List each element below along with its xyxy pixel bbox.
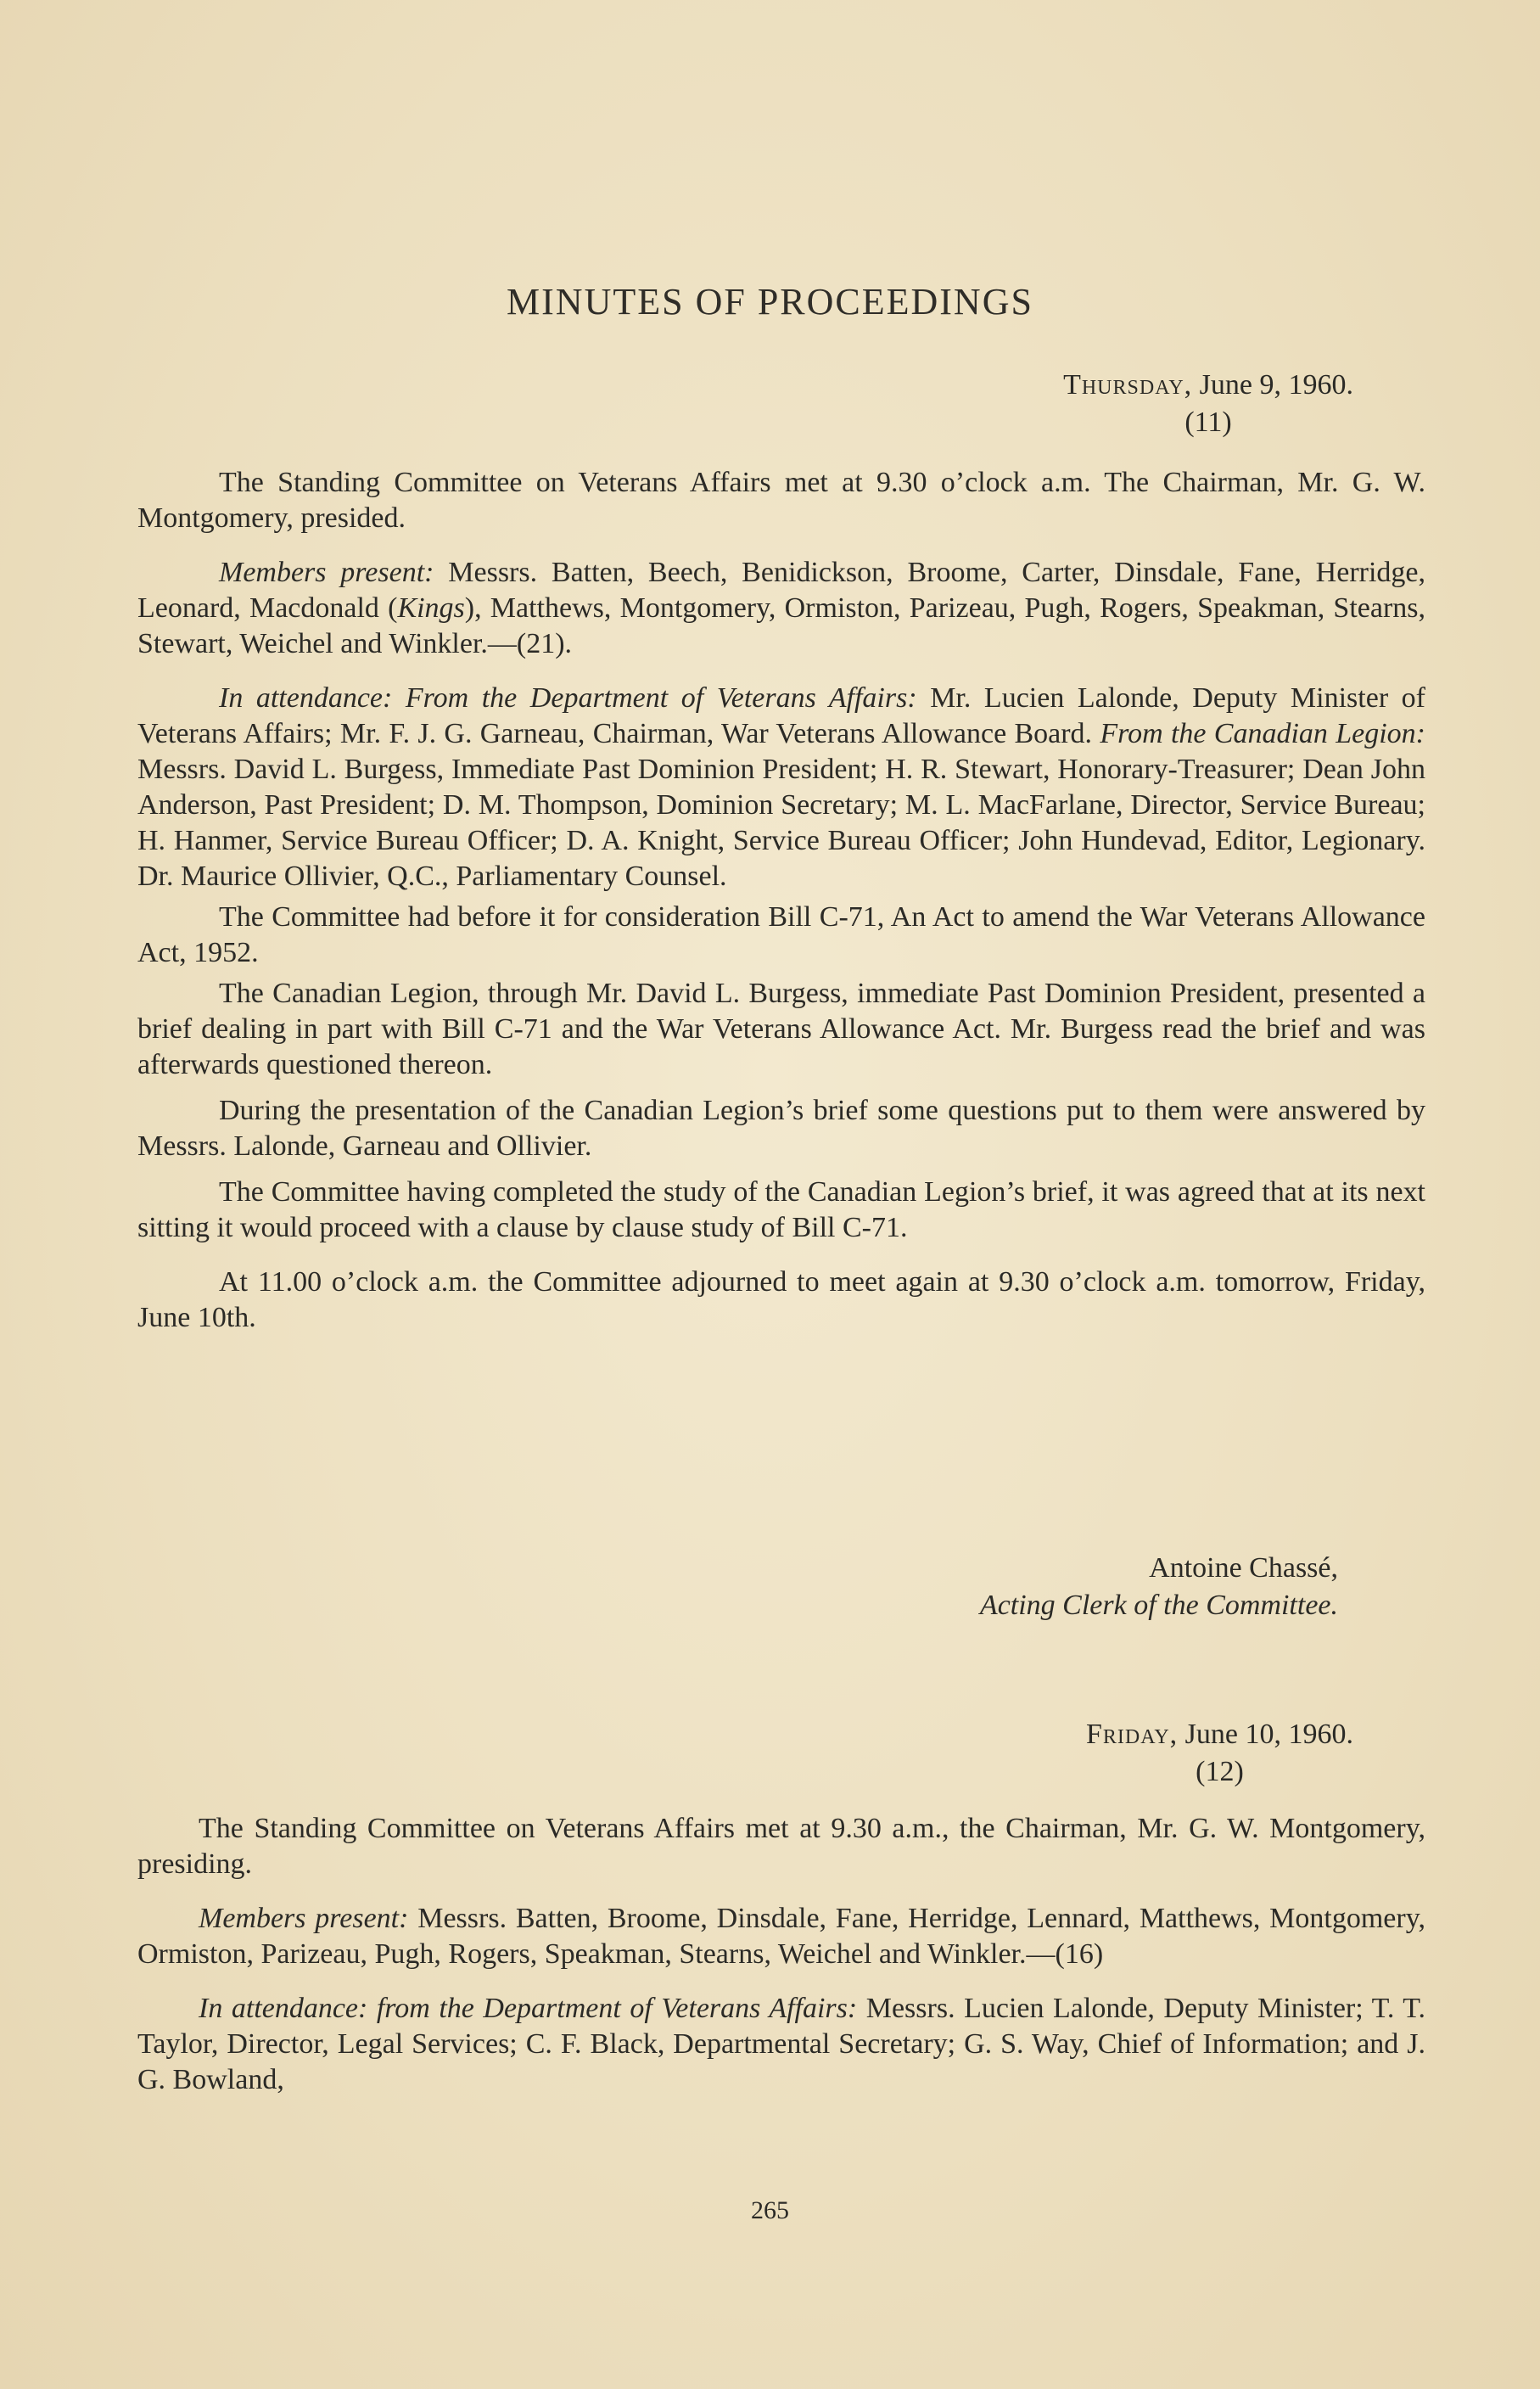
meeting-11-number: (11) — [1184, 407, 1232, 438]
members-present-label: Members present: — [199, 1903, 409, 1934]
meeting-11-signature — [980, 1550, 1338, 1624]
meeting-11-attendance: In attendance: From the Department of Veterans Affairs: Mr. Lucien Lalonde, Deputy Minister of Veterans Affairs; Mr. F. J. G. Garneau, Chairman, War Veterans Allowance Board. From the Canadian Legion: Messrs. David L. Burgess, Immediate Past Dominion President; H. R. Stewart, Honorary-Treasurer; Dean John Anderson, Past President; D. M. Thompson, Dominion Secretary; M. L. MacFarlane, Director, Service Bureau; H. Hanmer, Service Bureau Officer; D. A. Knight, Service Bureau Officer; John Hundevad, Editor, Legionary. Dr. Maurice Ollivier, Q.C., Parliamentary Counsel. — [137, 682, 1426, 892]
meeting-11-legion-brief: The Canadian Legion, through Mr. David L. Burgess, immediate Past Dominion President, presented a brief dealing in part with Bill C-71 and the War Veterans Allowance Act. Mr. Burgess read the brief and was afterwards questioned thereon. — [137, 978, 1425, 1080]
meeting-11-agreement: The Committee having completed the study of the Canadian Legion’s brief, it was agreed that at its next sitting it would proceed with a clause by clause study of Bill C-71. — [137, 1176, 1425, 1243]
attendance-label: In attendance: from the Department of Veterans Affairs: — [199, 1993, 858, 2024]
meeting-12-attendance: In attendance: from the Department of Veterans Affairs: Messrs. Lucien Lalonde, Deputy Minister; T. T. Taylor, Director, Legal Services; C. F. Black, Departmental Secretary; G. S. Way, Chief of Information; and J. G. Bowland, — [137, 1993, 1426, 2095]
meeting-12-date — [1086, 1716, 1353, 1791]
meeting-12-opening: The Standing Committee on Veterans Affairs met at 9.30 a.m., the Chairman, Mr. G. W. Montgomery, presiding. — [137, 1813, 1425, 1880]
clerk-role: Acting Clerk of the Committee. — [979, 1590, 1338, 1621]
meeting-12-body — [137, 1811, 1425, 2098]
meeting-11-adjournment: At 11.00 o’clock a.m. the Committee adjourned to meet again at 9.30 o’clock a.m. tomorrow, Friday, June 10th. — [137, 1266, 1425, 1333]
meeting-12-number: (12) — [1196, 1756, 1244, 1787]
meeting-11-bill: The Committee had before it for consideration Bill C-71, An Act to amend the War Veterans Allowance Act, 1952. — [137, 901, 1425, 968]
clerk-name: Antoine Chassé, — [1149, 1552, 1338, 1584]
meeting-11-opening: The Standing Committee on Veterans Affairs met at 9.30 o’clock a.m. The Chairman, Mr. G. W. Montgomery, presided. — [137, 467, 1425, 534]
meeting-12-members: Members present: Messrs. Batten, Broome, Dinsdale, Fane, Herridge, Lennard, Matthews, Montgomery, Ormiston, Parizeau, Pugh, Rogers, Speakman, Stearns, Weichel and Winkler.—(16) — [137, 1903, 1426, 1970]
attendance-label: In attendance: From the Department of Veterans Affairs: — [219, 682, 917, 714]
page-number: 265 — [751, 2196, 789, 2224]
page-title: MINUTES OF PROCEEDINGS — [507, 281, 1033, 322]
meeting-11-date-text: June 9, 1960. — [1199, 369, 1353, 401]
meeting-11-questions: During the presentation of the Canadian Legion’s brief some questions put to them were answered by Messrs. Lalonde, Garneau and Ollivier. — [137, 1095, 1425, 1162]
meeting-11-members: Members present: Messrs. Batten, Beech, Benidickson, Broome, Carter, Dinsdale, Fane, Herridge, Leonard, Macdonald (Kings), Matthews, Montgomery, Ormiston, Parizeau, Pugh, Rogers, Speakman, Stearns, Stewart, Weichel and Winkler.—(21). — [137, 557, 1426, 659]
members-present-label: Members present: — [219, 557, 434, 588]
meeting-11-body — [137, 465, 1425, 1336]
meeting-11-date — [1063, 367, 1353, 441]
meeting-12-date-text: June 10, 1960. — [1184, 1719, 1353, 1750]
meeting-11-day: Thursday, — [1063, 369, 1193, 401]
meeting-12-day: Friday, — [1085, 1719, 1179, 1750]
